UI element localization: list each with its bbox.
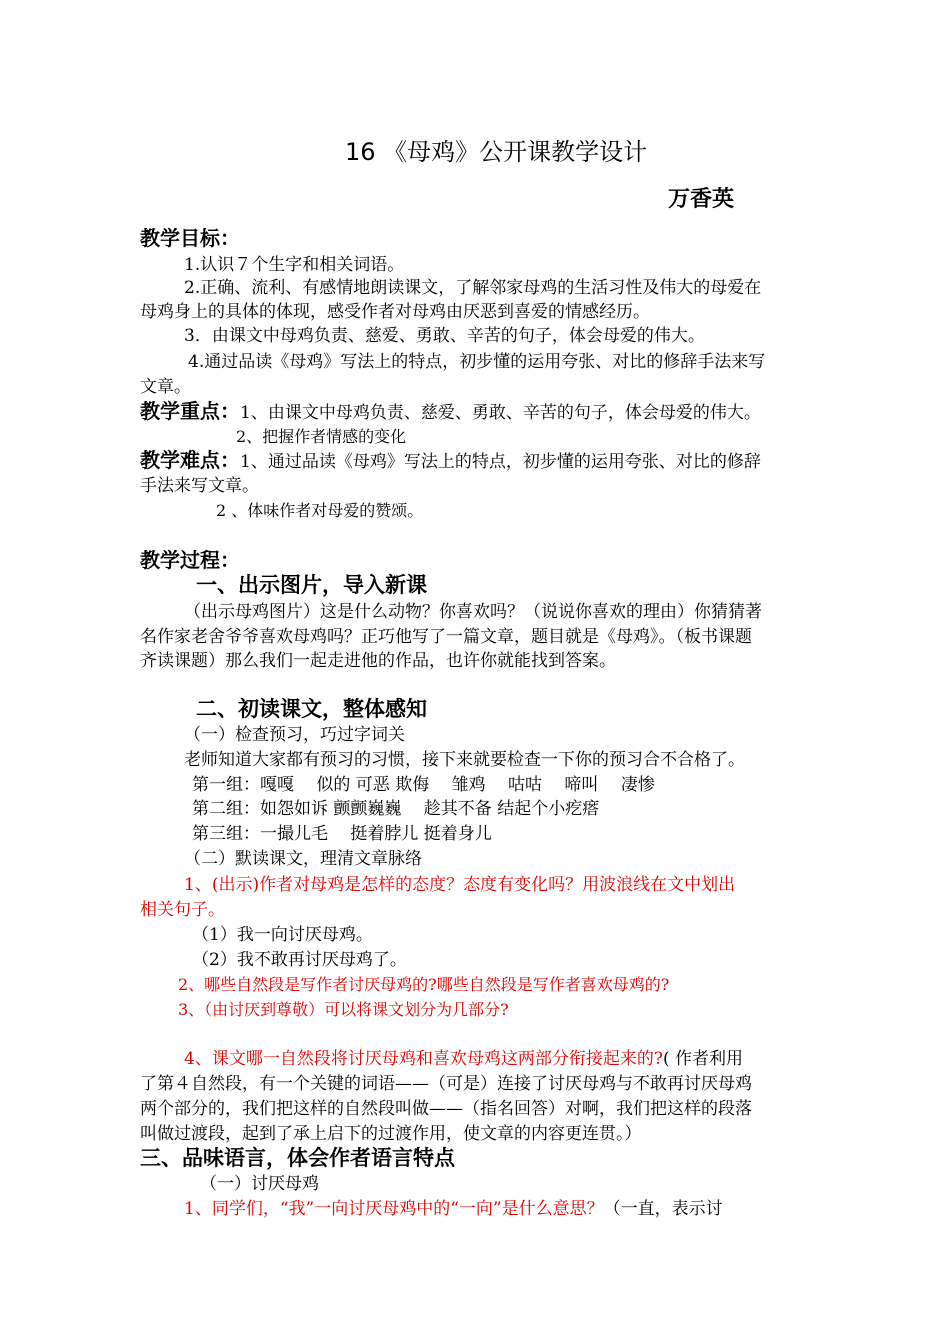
question-2: 2、哪些自然段是写作者讨厌母鸡的?哪些自然段是写作者喜欢母鸡的? <box>178 975 670 994</box>
difficulty-1-cont: 手法来写文章。 <box>140 476 259 496</box>
question-4-line: 两个部分的，我们把这样的自然段叫做——（指名回答）对啊，我们把这样的段落 <box>140 1099 752 1119</box>
difficulty-1: 1、通过品读《母鸡》写法上的特点，初步懂的运用夸张、对比的修辞 <box>240 452 761 472</box>
section1-line: （出示母鸡图片）这是什么动物？你喜欢吗？（说说你喜欢的理由）你猜猜著 <box>184 602 762 622</box>
word-group: 第二组：如怨如诉 颤颤巍巍 趁其不备 结起个小疙瘩 <box>192 799 600 819</box>
question-4-line: 叫做过渡段，起到了承上启下的过渡作用，使文章的内容更连贯。） <box>140 1124 642 1144</box>
section3-question-1-answer: （一直，表示讨 <box>603 1199 723 1219</box>
key-point-1: 1、由课文中母鸡负责、慈爱、勇敢、辛苦的句子，体会母爱的伟大。 <box>240 403 761 423</box>
key-points-line <box>140 399 761 425</box>
objective-item: 2.正确、流利、有感情地朗读课文，了解邻家母鸡的生活习性及伟大的母爱在 <box>184 278 762 298</box>
section2-sub1: （一）检查预习，巧过字词关 <box>184 725 405 745</box>
section1-line: 名作家老舍爷爷喜欢母鸡吗？正巧他写了一篇文章，题目就是《母鸡》。（板书课题 <box>140 627 752 647</box>
section2-sub2: （二）默读课文，理清文章脉络 <box>184 849 422 869</box>
word-group: 第一组：嘎嘎 似的 可恶 欺侮 雏鸡 咕咕 啼叫 凄惨 <box>192 775 655 795</box>
objective-item: 文章。 <box>140 377 191 397</box>
word-group: 第三组：一撮儿毛 挺着脖儿 挺着身儿 <box>192 824 492 844</box>
section3-question-1 <box>184 1197 723 1221</box>
key-point-2: 2、把握作者情感的变化 <box>236 427 407 446</box>
document-title: 16 《母鸡》公开课教学设计 <box>345 138 648 166</box>
question-4 <box>184 1047 743 1071</box>
author-name: 万香英 <box>668 187 735 212</box>
objective-item: 3．由课文中母鸡负责、慈爱、勇敢、辛苦的句子，体会母爱的伟大。 <box>184 326 705 346</box>
objective-item: 4.通过品读《母鸡》写法上的特点，初步懂的运用夸张、对比的修辞手法来写 <box>188 352 766 372</box>
answer-1: （1）我一向讨厌母鸡。 <box>192 925 373 945</box>
objective-item: 1.认识７个生字和相关词语。 <box>184 255 405 275</box>
section2-intro: 老师知道大家都有预习的习惯，接下来就要检查一下你的预习合不合格了。 <box>184 750 745 770</box>
question-4-answer: ( 作者利用 <box>662 1049 743 1069</box>
process-heading: 教学过程： <box>140 548 240 572</box>
question-4-text: 4、课文哪一自然段将讨厌母鸡和喜欢母鸡这两部分衔接起来的? <box>184 1049 663 1069</box>
section1-line: 齐读课题）那么我们一起走进他的作品，也许你就能找到答案。 <box>140 651 616 671</box>
difficulty-2: 2 、体味作者对母爱的赞颂。 <box>216 501 424 520</box>
section3-sub1: （一）讨厌母鸡 <box>200 1174 319 1194</box>
objective-item: 母鸡身上的具体的体现，感受作者对母鸡由厌恶到喜爱的情感经历。 <box>140 302 650 322</box>
section3-question-1-text: 1、同学们，“我”一向讨厌母鸡中的“一向”是什么意思？ <box>184 1199 604 1219</box>
key-points-heading: 教学重点： <box>140 399 240 423</box>
section2-heading: 二、初读课文，整体感知 <box>196 697 427 721</box>
section3-heading: 三、品味语言，体会作者语言特点 <box>140 1146 455 1170</box>
section1-heading: 一、出示图片，导入新课 <box>196 573 427 597</box>
objectives-heading: 教学目标： <box>140 226 240 250</box>
question-1-cont: 相关句子。 <box>140 900 225 920</box>
difficulties-line <box>140 448 761 474</box>
answer-2: （2）我不敢再讨厌母鸡了。 <box>192 950 407 970</box>
question-4-line: 了第４自然段，有一个关键的词语——（可是）连接了讨厌母鸡与不敢再讨厌母鸡 <box>140 1074 752 1094</box>
question-1: 1、(出示)作者对母鸡是怎样的态度？态度有变化吗？用波浪线在文中划出 <box>184 875 736 895</box>
question-3: 3、（由讨厌到尊敬）可以将课文划分为几部分? <box>178 1000 509 1019</box>
difficulties-heading: 教学难点： <box>140 448 240 472</box>
